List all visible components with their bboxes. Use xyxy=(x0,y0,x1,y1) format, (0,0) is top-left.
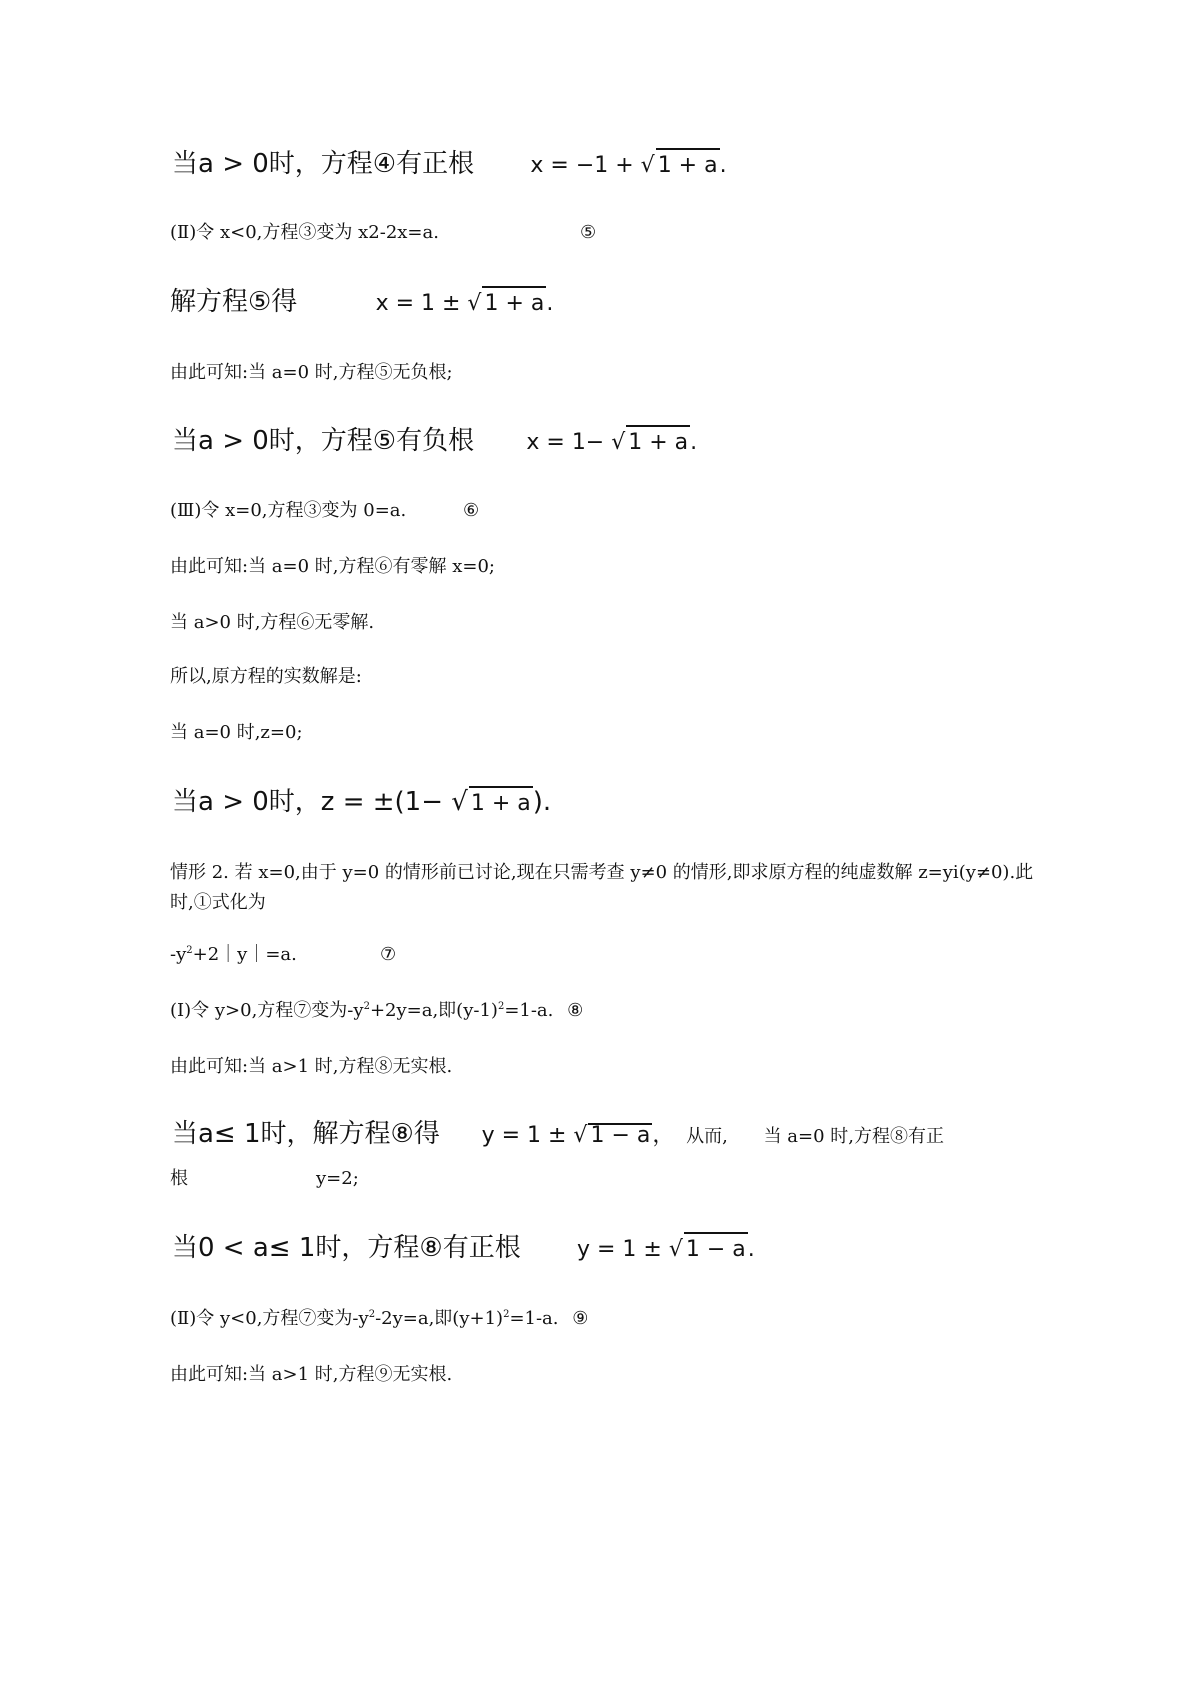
line-2-text: (Ⅱ)令 x<0,方程③变为 x2-2x=a. xyxy=(170,222,439,243)
radicand: 1 + a xyxy=(626,425,690,459)
formula-end: . xyxy=(690,430,698,455)
line-6 xyxy=(170,500,480,522)
formula-end: . xyxy=(546,291,554,316)
text-part: (Ⅰ)令 y>0,方程⑦变为-y xyxy=(170,1000,364,1021)
line-20: 由此可知:当 a>1 时,方程⑨无实根. xyxy=(170,1364,453,1385)
line-17 xyxy=(170,1168,359,1190)
text-part: +2｜y｜=a. xyxy=(192,944,297,965)
line-18-formula xyxy=(577,1237,755,1262)
line-16-tail-1: 从而, xyxy=(686,1126,728,1147)
line-18 xyxy=(172,1232,755,1266)
line-3-formula xyxy=(376,291,554,316)
line-16-formula xyxy=(482,1123,675,1148)
superscript: 2 xyxy=(186,945,193,956)
line-9: 所以,原方程的实数解是: xyxy=(170,666,362,687)
formula-part: x = −1 + √ xyxy=(530,153,655,178)
formula-part: y = 1 ± √ xyxy=(576,1237,683,1262)
superscript: 2 xyxy=(368,1309,376,1320)
line-6-text: (Ⅲ)令 x=0,方程③变为 0=a. xyxy=(170,500,407,521)
line-4: 由此可知:当 a=0 时,方程⑤无负根; xyxy=(170,362,453,383)
line-18-text: 当0 < a≤ 1时，方程⑧有正根 xyxy=(172,1233,521,1263)
line-16-tail-2: 当 a=0 时,方程⑧有正 xyxy=(763,1126,945,1147)
text-part: -y xyxy=(170,944,187,965)
equation-tag-9: ⑨ xyxy=(572,1308,589,1329)
equation-tag-7: ⑦ xyxy=(380,944,397,965)
line-5-text: 当a > 0时，方程⑤有负根 xyxy=(172,426,475,456)
text-part: +2y=a,即(y-1) xyxy=(369,1000,498,1021)
line-13 xyxy=(170,944,397,966)
superscript: 2 xyxy=(363,1001,370,1012)
line-7: 由此可知:当 a=0 时,方程⑥有零解 x=0; xyxy=(170,556,495,577)
formula-end: ， xyxy=(652,1123,675,1148)
text-part: =1-a. xyxy=(509,1308,559,1329)
formula-part: x = 1− √ xyxy=(526,430,626,455)
line-8: 当 a>0 时,方程⑥无零解. xyxy=(170,612,375,633)
text-part: y=2; xyxy=(316,1168,359,1189)
text-part: 根 xyxy=(170,1168,188,1189)
line-3 xyxy=(170,286,553,320)
radicand: 1 + a xyxy=(469,786,533,820)
equation-tag-5: ⑤ xyxy=(580,222,597,243)
line-11 xyxy=(172,786,551,820)
superscript: 2 xyxy=(497,1001,505,1012)
line-2 xyxy=(170,222,597,244)
superscript: 2 xyxy=(503,1309,510,1320)
radicand: 1 − a xyxy=(590,1123,651,1148)
line-10: 当 a=0 时,z=0; xyxy=(170,722,303,743)
line-1-formula xyxy=(530,153,726,178)
text-part: -2y=a,即(y+1) xyxy=(375,1308,504,1329)
line-12-paragraph: 情形 2. 若 x=0,由于 y=0 的情形前已讨论,现在只需考查 y≠0 的情形,即求原方程的纯虚数解 z=yi(y≠0).此时,①式化为 xyxy=(170,862,1034,913)
line-11-text: 当a > 0时，z = ±(1− √ xyxy=(172,787,468,817)
line-15: 由此可知:当 a>1 时,方程⑧无实根. xyxy=(170,1056,453,1077)
line-11-end: ). xyxy=(532,787,552,817)
equation-tag-6: ⑥ xyxy=(463,500,480,521)
line-14 xyxy=(170,1000,583,1022)
radicand: 1 − a xyxy=(684,1232,748,1266)
formula-part: x = 1 ± √ xyxy=(375,291,482,316)
radicand: 1 + a xyxy=(482,286,546,320)
formula-part: y = 1 ± √ xyxy=(481,1123,588,1148)
line-5 xyxy=(172,425,697,459)
line-19 xyxy=(170,1308,588,1330)
line-16 xyxy=(172,1118,944,1150)
line-1 xyxy=(172,148,727,182)
equation-tag-8: ⑧ xyxy=(567,1000,584,1021)
formula-end: . xyxy=(719,153,727,178)
radicand: 1 + a xyxy=(656,148,720,182)
text-part: (Ⅱ)令 y<0,方程⑦变为-y xyxy=(170,1308,369,1329)
formula-end: . xyxy=(747,1237,755,1262)
line-16-text: 当a≤ 1时，解方程⑧得 xyxy=(172,1119,440,1149)
line-3-text: 解方程⑤得 xyxy=(170,287,298,317)
line-5-formula xyxy=(526,430,697,455)
text-part: =1-a. xyxy=(504,1000,554,1021)
line-1-text: 当a > 0时，方程④有正根 xyxy=(172,149,475,179)
